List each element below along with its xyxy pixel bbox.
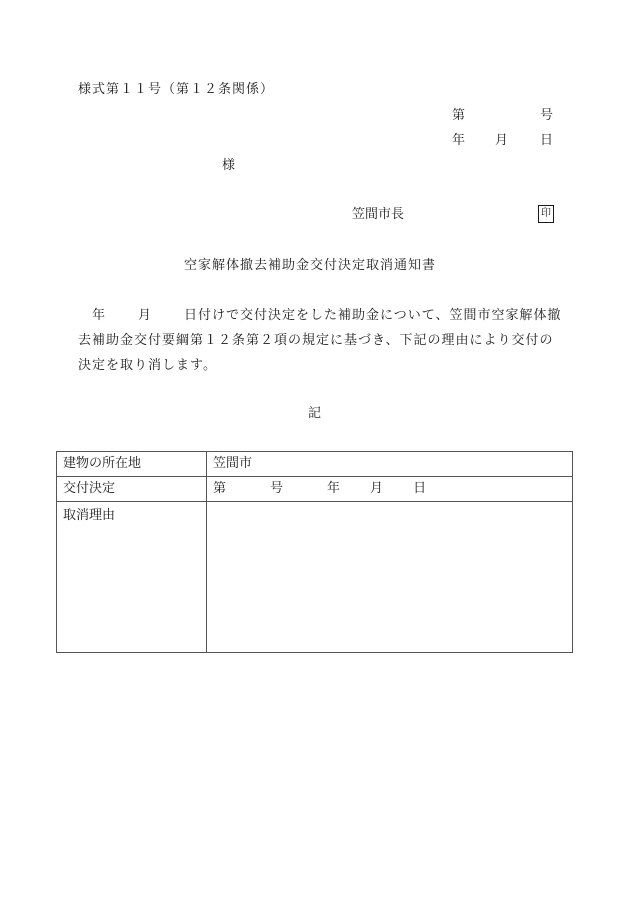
label-building-location: 建物の所在地 [57, 452, 207, 477]
label-cancellation-reason: 取消理由 [57, 502, 207, 653]
issuer-name: 笠間市長 [352, 207, 405, 222]
decision-year: 年 [327, 481, 341, 496]
issue-number-suffix: 号 [540, 108, 554, 123]
issue-date-day: 日 [540, 133, 554, 148]
issue-date-year: 年 [452, 133, 466, 148]
decision-month: 月 [370, 481, 384, 496]
addressee-honorific: 様 [222, 158, 236, 173]
issue-number-prefix: 第 [452, 108, 466, 123]
table-row-location [57, 452, 573, 477]
document-title: 空家解体撤去補助金交付決定取消通知書 [184, 258, 437, 273]
value-cancellation-reason [207, 502, 573, 653]
value-building-location: 笠間市 [207, 452, 573, 477]
table-row-grant-decision [57, 477, 573, 502]
seal-stamp: 印 [538, 205, 554, 223]
body-line-3: 決定を取り消します。 [78, 358, 217, 373]
decision-day: 日 [413, 481, 427, 496]
table-row-cancellation-reason [57, 502, 573, 653]
body-paragraph [78, 303, 578, 378]
value-grant-decision [207, 477, 573, 502]
label-grant-decision: 交付決定 [57, 477, 207, 502]
decision-number-suffix: 号 [270, 481, 284, 496]
ki-heading: 記 [308, 406, 322, 421]
body-year: 年 [92, 308, 107, 323]
body-month: 月 [138, 308, 153, 323]
form-number: 様式第１１号（第１２条関係） [78, 82, 275, 97]
body-line-2: 去補助金交付要綱第１２条第２項の規定に基づき、下記の理由により交付の [78, 333, 554, 348]
decision-number-prefix: 第 [213, 481, 227, 496]
body-line-1 [78, 303, 578, 328]
body-line-1-text: 日付けで交付決定をした補助金について、笠間市空家解体撤 [184, 308, 562, 323]
issue-date-month: 月 [495, 133, 509, 148]
details-table [56, 451, 573, 653]
